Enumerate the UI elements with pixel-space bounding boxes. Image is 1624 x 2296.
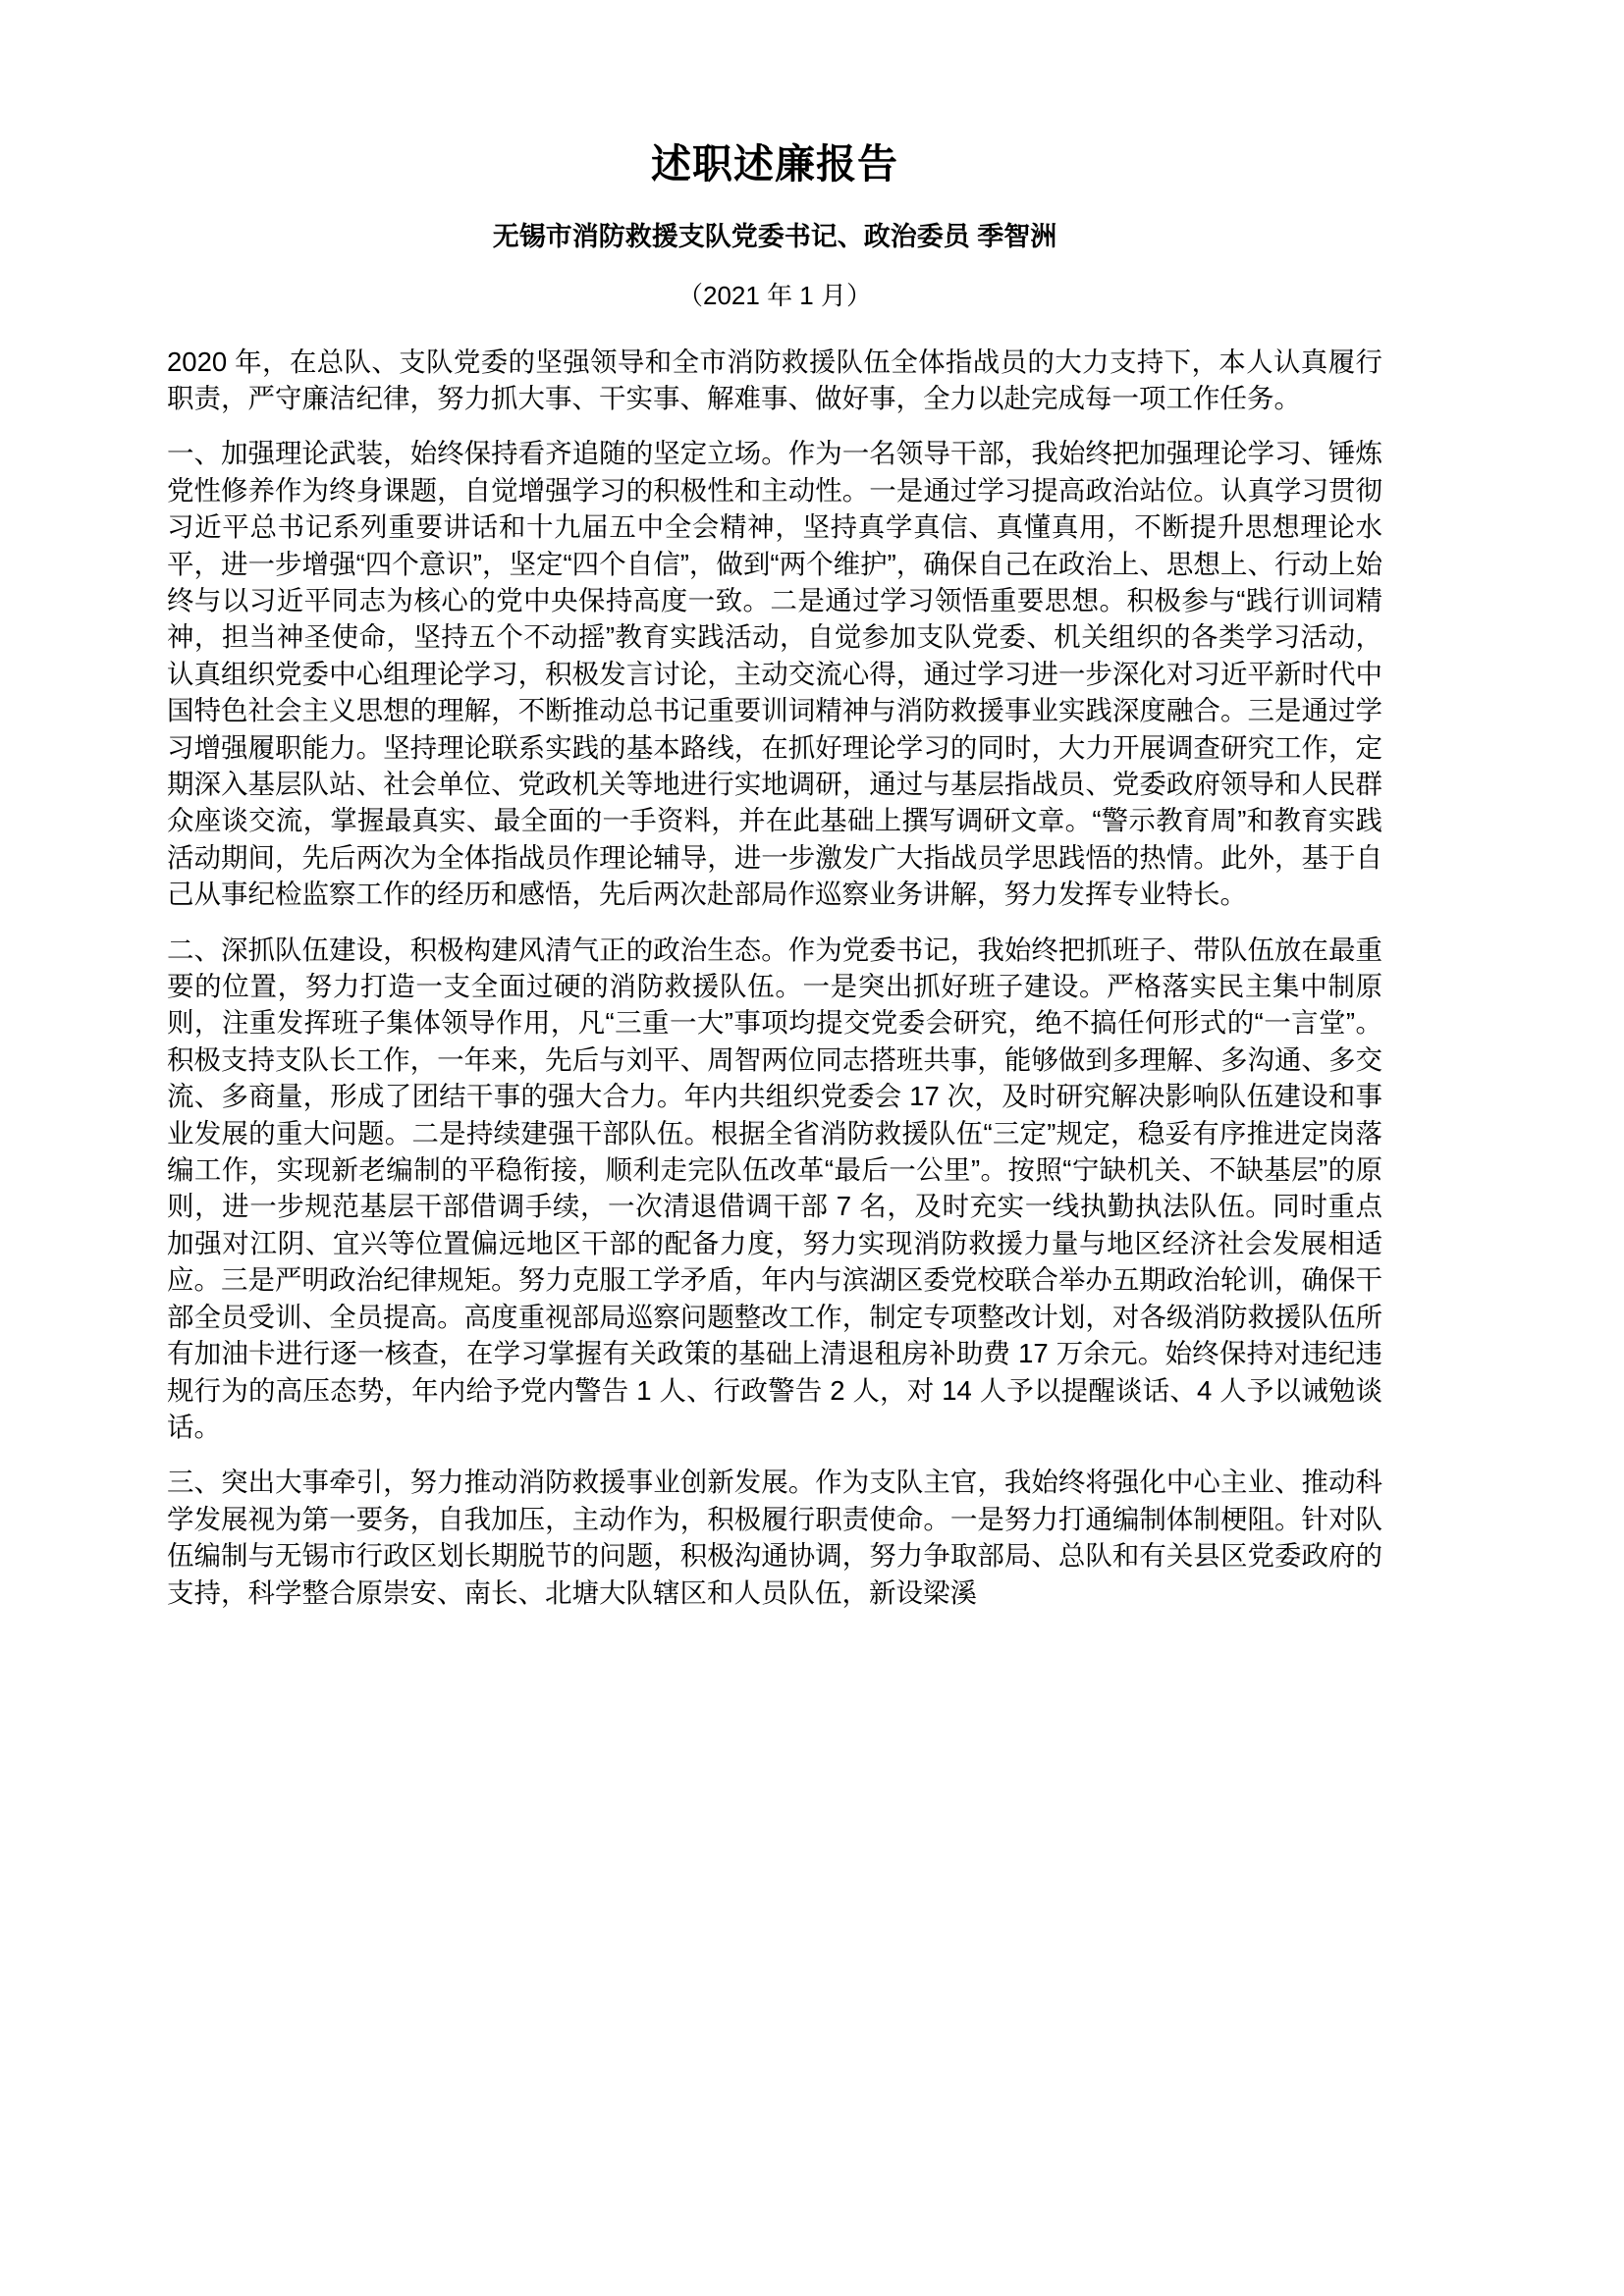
page-content-column — [167, 0, 1382, 1611]
paragraph-section-two: 二、深抓队伍建设，积极构建风清气正的政治生态。作为党委书记，我始终把抓班子、带队伍放在最重要的位置，努力打造一支全面过硬的消防救援队伍。一是突出抓好班子建设。严格落实民主集中制原则，注重发挥班子集体领导作用，凡“三重一大”事项均提交党委会研究，绝不搞任何形式的“一言堂”。积极支持支队长工作，一年来，先后与刘平、周智两位同志搭班共事，能够做到多理解、多沟通、多交流、多商量，形成了团结干事的强大合力。年内共组织党委会 17 次，及时研究解决影响队伍建设和事业发展的重大问题。二是持续建强干部队伍。根据全省消防救援队伍“三定”规定，稳妥有序推进定岗落编工作，实现新老编制的平稳衔接，顺利走完队伍改革“最后一公里”。按照“宁缺机关、不缺基层”的原则，进一步规范基层干部借调手续，一次清退借调干部 7 名，及时充实一线执勤执法队伍。同时重点加强对江阴、宜兴等位置偏远地区干部的配备力度，努力实现消防救援力量与地区经济社会发展相适应。三是严明政治纪律规矩。努力克服工学矛盾，年内与滨湖区委党校联合举办五期政治轮训，确保干部全员受训、全员提高。高度重视部局巡察问题整改工作，制定专项整改计划，对各级消防救援队伍所有加油卡进行逐一核查，在学习掌握有关政策的基础上清退租房补助费 17 万余元。始终保持对违纪违规行为的高压态势，年内给予党内警告 1 人、行政警告 2 人，对 14 人予以提醒谈话、4 人予以诫勉谈话。 — [167, 934, 1382, 1442]
paragraph-section-three: 三、突出大事牵引，努力推动消防救援事业创新发展。作为支队主官，我始终将强化中心主业、推动科学发展视为第一要务，自我加压，主动作为，积极履行职责使命。一是努力打通编制体制梗阻。针对队伍编制与无锡市行政区划长期脱节的问题，积极沟通协调，努力争取部局、总队和有关县区党委政府的支持，科学整合原崇安、南长、北塘大队辖区和人员队伍，新设梁溪 — [167, 1467, 1382, 1608]
page-title: 述职述廉报告 — [651, 141, 898, 187]
paragraph-intro: 2020 年，在总队、支队党委的坚强领导和全市消防救援队伍全体指战员的大力支持下，本人认真履行职责，严守廉洁纪律，努力抓大事、干实事、解难事、做好事，全力以赴完成每一项工作任务。 — [167, 346, 1382, 413]
paragraph-section-one: 一、加强理论武装，始终保持看齐追随的坚定立场。作为一名领导干部，我始终把加强理论学习、锤炼党性修养作为终身课题，自觉增强学习的积极性和主动性。一是通过学习提高政治站位。认真学习贯彻习近平总书记系列重要讲话和十九届五中全会精神，坚持真学真信、真懂真用，不断提升思想理论水平，进一步增强“四个意识”，坚定“四个自信”，做到“两个维护”，确保自己在政治上、思想上、行动上始终与以习近平同志为核心的党中央保持高度一致。二是通过学习领悟重要思想。积极参与“践行训词精神，担当神圣使命，坚持五个不动摇”教育实践活动，自觉参加支队党委、机关组织的各类学习活动，认真组织党委中心组理论学习，积极发言讨论，主动交流心得，通过学习进一步深化对习近平新时代中国特色社会主义思想的理解，不断推动总书记重要训词精神与消防救援事业实践深度融合。三是通过学习增强履职能力。坚持理论联系实践的基本路线，在抓好理论学习的同时，大力开展调查研究工作，定期深入基层队站、社会单位、党政机关等地进行实地调研，通过与基层指战员、党委政府领导和人民群众座谈交流，掌握最真实、最全面的一手资料，并在此基础上撰写调研文章。“警示教育周”和教育实践活动期间，先后两次为全体指战员作理论辅导，进一步激发广大指战员学思践悟的热情。此外，基于自己从事纪检监察工作的经历和感悟，先后两次赴部局作巡察业务讲解，努力发挥专业特长。 — [167, 438, 1382, 910]
document-body — [167, 314, 1382, 1611]
document-subtitle-author: 无锡市消防救援支队党委书记、政治委员 季智洲 — [492, 222, 1057, 252]
document-date: （2021 年 1 月） — [677, 281, 872, 311]
